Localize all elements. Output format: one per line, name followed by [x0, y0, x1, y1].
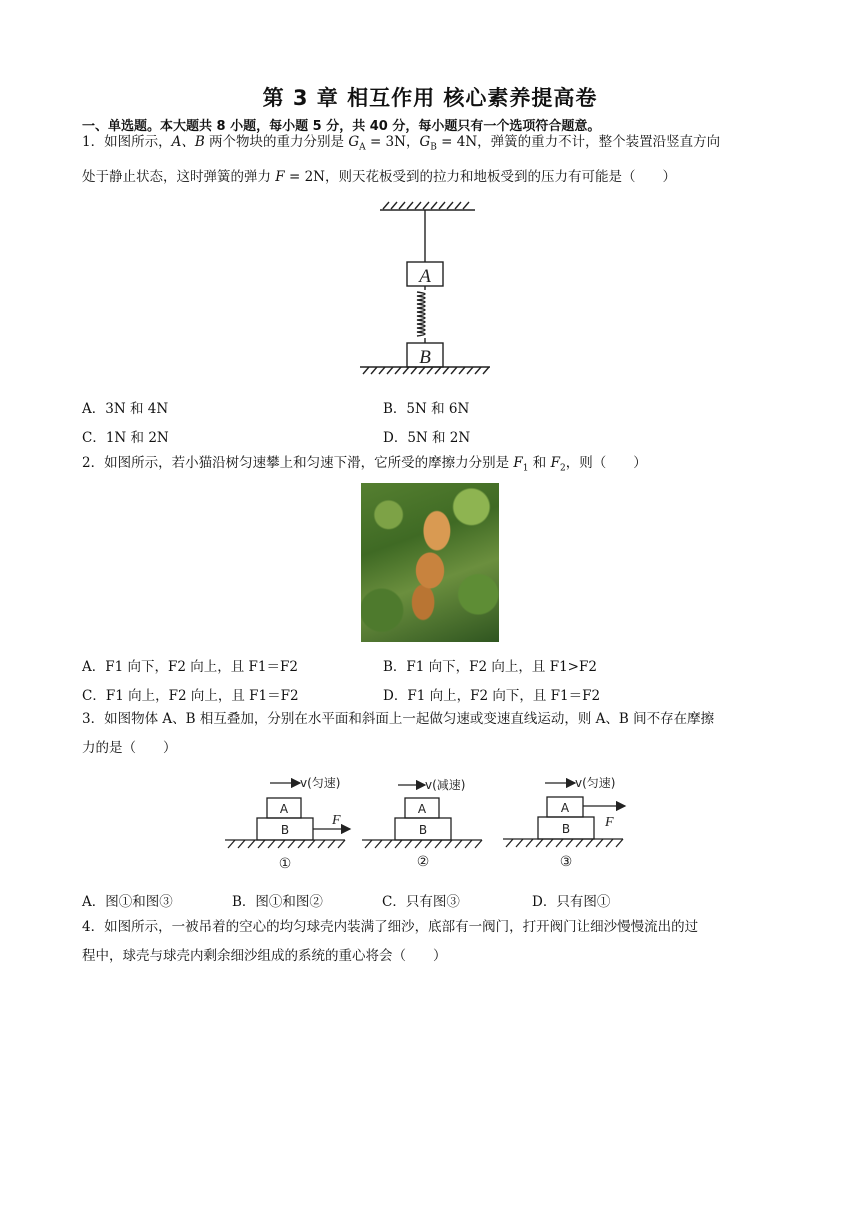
figure-2	[362, 785, 482, 848]
q1-option-c[interactable]: C．1N 和 2N	[82, 430, 169, 446]
q3-option-d[interactable]: D．只有图①	[532, 894, 611, 910]
question-3-line-1: 3．如图物体 A、B 相互叠加，分别在水平面和斜面上一起做匀速或变速直线运动，则 A、B 间不存在摩擦	[82, 711, 715, 727]
question-4-line-2: 程中，球壳与球壳内剩余细沙组成的系统的重心将会（ ）	[82, 948, 447, 964]
floor-hatch	[363, 367, 489, 374]
ceiling-hatch	[383, 202, 469, 209]
fig2-number: ②	[416, 854, 430, 870]
q1-option-a[interactable]: A．3N 和 4N	[82, 401, 169, 417]
fig1-force-label: F	[332, 813, 341, 828]
q2-option-c[interactable]: C．F1 向上，F2 向上，且 F1＝F2	[82, 688, 299, 704]
fig1-block-b-label: B	[280, 823, 290, 837]
q3-option-b[interactable]: B．图①和图②	[232, 894, 323, 910]
q3-option-a[interactable]: A．图①和图③	[82, 894, 173, 910]
fig1-number: ①	[278, 856, 292, 872]
spring	[417, 286, 425, 343]
q2-option-a[interactable]: A．F1 向下，F2 向上，且 F1＝F2	[82, 659, 298, 675]
fig1-block-a-label: A	[279, 802, 289, 816]
page-title: 第 3 章 相互作用 核心素养提高卷	[262, 86, 598, 110]
fig2-block-a-label: A	[417, 802, 427, 816]
q1-option-b[interactable]: B．5N 和 6N	[383, 401, 470, 417]
q2-option-b[interactable]: B．F1 向下，F2 向上，且 F1>F2	[383, 659, 597, 675]
question-1-line-1: 1．如图所示，A、B 两个物块的重力分别是 $G_A = 3N$，$G_B = 4N$，弹簧的重力不计，整个装置沿竖直方向	[82, 134, 721, 153]
question-1-line-2: 处于静止状态，这时弹簧的弹力 F = 2N，则天花板受到的拉力和地板受到的压力有可能是（ ）	[82, 168, 676, 185]
fig3-force-label: F	[605, 815, 614, 830]
question-4-stem	[82, 913, 782, 971]
spring-blocks-figure	[355, 198, 495, 378]
fig2-velocity-label: v(减速)	[425, 778, 466, 792]
block-b-label: B	[419, 347, 431, 368]
fig3-block-b-label: B	[561, 822, 571, 836]
q3-option-c[interactable]: C．只有图③	[382, 894, 460, 910]
q1-option-d[interactable]: D．5N 和 2N	[383, 430, 471, 446]
question-3-line-2: 力的是（ ）	[82, 740, 177, 756]
question-3-stem	[82, 705, 782, 763]
fig3-velocity-label: v(匀速)	[575, 776, 616, 790]
fig3-block-a-label: A	[560, 801, 570, 815]
stacked-blocks-figure	[220, 768, 640, 878]
block-a-label: A	[419, 266, 431, 287]
question-4-line-1: 4．如图所示，一被吊着的空心的均匀球壳内装满了细沙，底部有一阀门，打开阀门让细沙慢慢流出的过	[82, 919, 699, 935]
section-heading: 一、单选题。本大题共 8 小题，每小题 5 分，共 40 分，每小题只有一个选项符合题意。	[82, 119, 601, 134]
q2-option-d[interactable]: D．F1 向上，F2 向下，且 F1＝F2	[383, 688, 601, 704]
question-1-stem	[82, 128, 782, 192]
fig2-block-b-label: B	[418, 823, 428, 837]
fig1-velocity-label: v(匀速)	[300, 776, 341, 790]
question-2-stem: 2．如图所示，若小猫沿树匀速攀上和匀速下滑，它所受的摩擦力分别是 $F_1$ 和 $F_2$，则（ ）	[82, 455, 647, 474]
cat-climbing-tree-photo	[361, 483, 499, 642]
fig3-number: ③	[559, 854, 573, 870]
